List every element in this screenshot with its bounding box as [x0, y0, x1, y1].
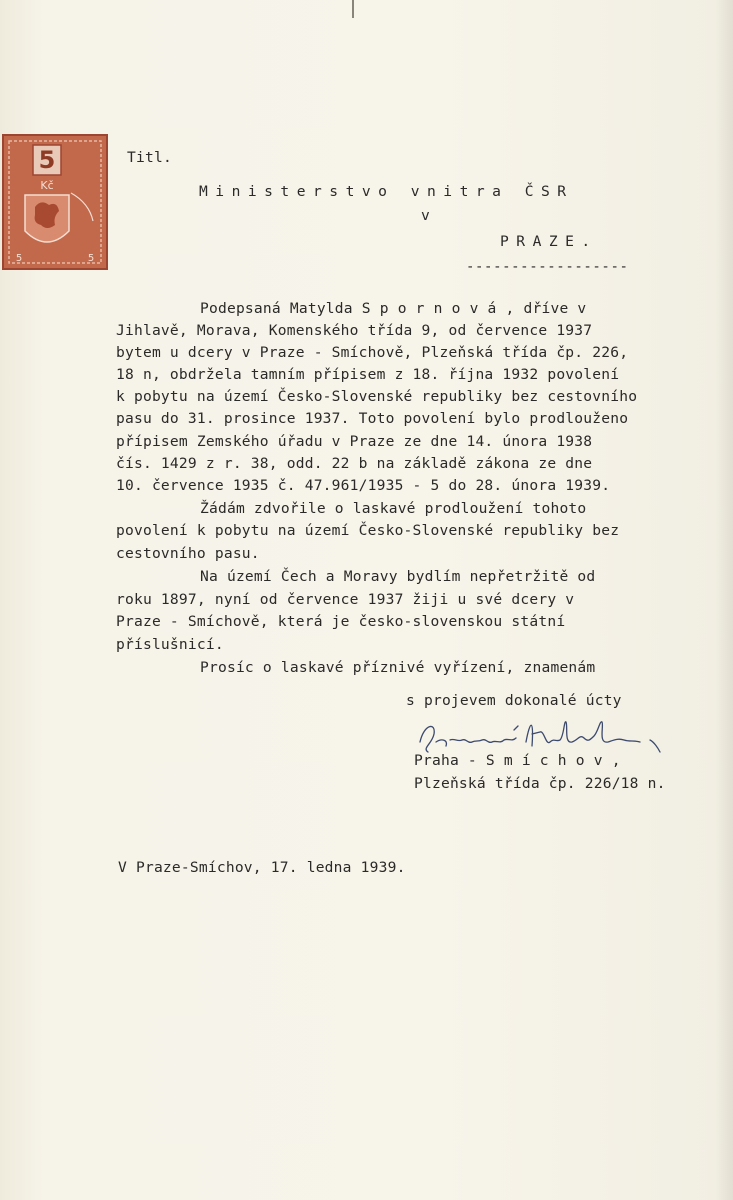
paragraph-line: přípisem Zemského úřadu v Praze ze dne 14. února 1938 [116, 433, 593, 450]
addressee-ministry: Ministerstvo vnitra ČSR [199, 183, 574, 200]
paragraph-line: roku 1897, nyní od července 1937 žiji u své dcery v [116, 591, 575, 608]
paragraph-line: bytem u dcery v Praze - Smíchově, Plzeňská třída čp. 226, [116, 344, 629, 361]
paragraph-line: Na území Čech a Moravy bydlím nepřetržitě od [200, 568, 596, 585]
addressee-preposition: v [421, 207, 430, 224]
paragraph-line: Žádám zdvořile o laskavé prodloužení tohoto [200, 500, 587, 517]
stamp-value: 5 [38, 146, 56, 174]
paragraph-line: čís. 1429 z r. 38, odd. 22 b na základě zákona ze dne [116, 455, 593, 472]
page-edge-shadow [715, 0, 733, 1200]
paragraph-line: Podepsaná Matylda S p o r n o v á , dříve v [200, 300, 587, 317]
stamp-currency: Kč [40, 179, 54, 192]
addressee-city: PRAZE. [500, 233, 598, 250]
paragraph-line: příslušnicí. [116, 636, 224, 653]
paragraph-line: Jihlavě, Morava, Komenského třída 9, od července 1937 [116, 322, 593, 339]
paragraph-line: 10. července 1935 č. 47.961/1935 - 5 do 28. února 1939. [116, 477, 611, 494]
paragraph-line: Praze - Smíchově, která je česko-slovenskou státní [116, 613, 566, 630]
closing-phrase: s projevem dokonalé úcty [406, 692, 622, 709]
stamp-corner-value: 5 [15, 253, 23, 264]
paragraph-line: cestovního pasu. [116, 545, 260, 562]
page-fold-mark [352, 0, 354, 18]
paragraph-line: povolení k pobytu na území Česko-Slovenské republiky bez [116, 522, 620, 539]
revenue-stamp [1, 133, 109, 271]
sender-city: Praha - S m í c h o v , [414, 752, 621, 769]
salutation: Titl. [127, 149, 172, 166]
paragraph-4: Prosíc o laskavé příznivé vyřízení, znamenám [200, 659, 596, 676]
place-and-date: V Praze-Smíchov, 17. ledna 1939. [118, 859, 406, 876]
sender-street: Plzeňská třída čp. 226/18 n. [414, 775, 666, 792]
paragraph-line: 18 n, obdržela tamním přípisem z 18. října 1932 povolení [116, 366, 620, 383]
paragraph-line: pasu do 31. prosince 1937. Toto povolení bylo prodlouženo [116, 410, 629, 427]
stamp-corner-value: 5 [87, 253, 95, 264]
paragraph-line: k pobytu na území Česko-Slovenské republiky bez cestovního [116, 388, 638, 405]
addressee-rule: ------------------ [466, 259, 629, 275]
